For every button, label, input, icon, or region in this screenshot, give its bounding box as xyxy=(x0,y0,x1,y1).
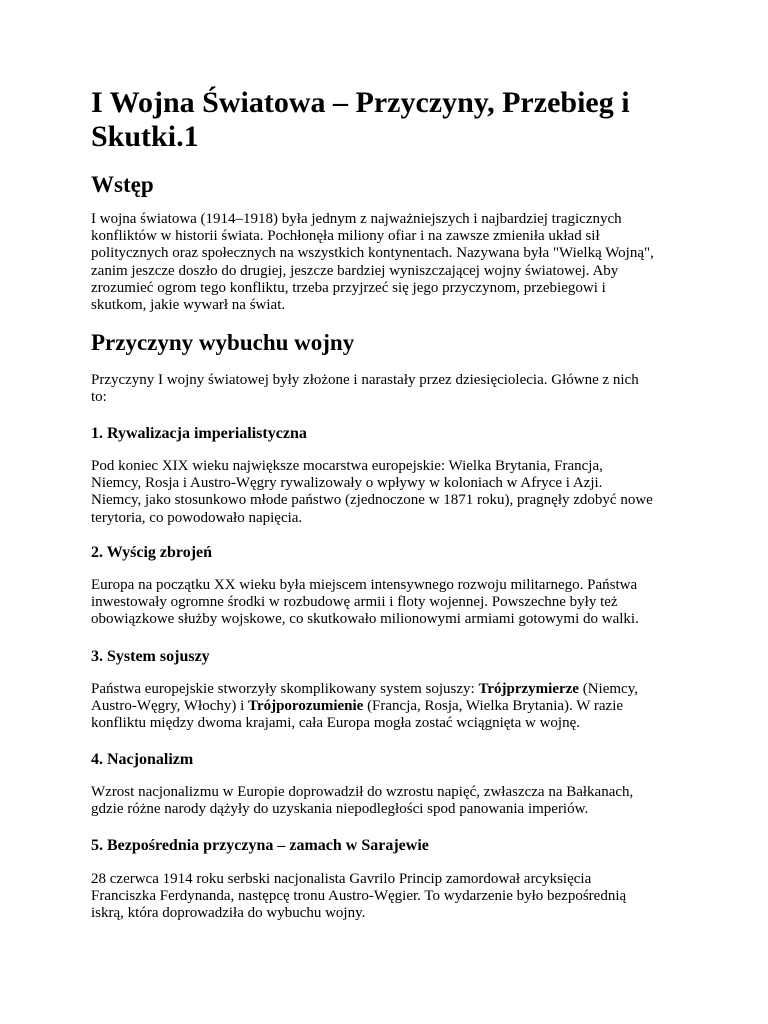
section-3-text: (Niemcy, xyxy=(578,681,638,697)
causes-intro-paragraph xyxy=(91,372,681,406)
section-1-line: Niemcy, Rosja i Austro-Węgry rywalizowały o wpływy w koloniach w Afryce i Azji. xyxy=(91,475,603,492)
intro-line: konfliktów w historii świata. Pochłonęła miliony ofiar i na zawsze zmieniła układ sił xyxy=(91,228,600,245)
section-5-paragraph xyxy=(91,871,681,923)
intro-paragraph xyxy=(91,211,681,314)
section-3-text: konfliktu między dwoma krajami, cała Europa mogła zostać wciągnięta w wojnę. xyxy=(91,715,581,732)
section-1-paragraph xyxy=(91,458,681,527)
section-4-line: gdzie różne narody dążyły do uzyskania niepodległości spod panowania imperiów. xyxy=(91,801,589,818)
intro-line: skutkom, jakie wywarł na świat. xyxy=(91,297,286,314)
section-2-line: Europa na początku XX wieku była miejscem intensywnego rozwoju militarnego. Państwa xyxy=(91,577,638,593)
section-1-line: Niemcy, jako stosunkowo młode państwo (zjednoczone w 1871 roku), pragnęły zdobyć nowe xyxy=(91,492,653,509)
section-2-paragraph xyxy=(91,577,681,629)
section-3-heading: 3. System sojuszy xyxy=(91,648,210,665)
section-1-line: Pod koniec XIX wieku największe mocarstwa europejskie: Wielka Brytania, Francja, xyxy=(91,458,603,474)
section-3-paragraph xyxy=(91,681,681,733)
document-title: I Wojna Światowa – Przyczyny, Przebieg i Skutki.1 xyxy=(91,86,630,153)
section-5-line: iskrą, która doprowadziła do wybuchu wojny. xyxy=(91,905,366,922)
section-3-text: Państwa europejskie stworzyły skomplikowany system sojuszy: xyxy=(91,681,479,697)
section-3-text: (Francja, Rosja, Wielka Brytania). W razie xyxy=(363,698,624,715)
section-5-line: Franciszka Ferdynanda, następcę tronu Austro-Węgier. To wydarzenie było bezpośrednią xyxy=(91,888,627,905)
intro-line: zanim jeszcze doszło do drugiej, jeszcze bardziej wyniszczającej wojny światowej. Aby xyxy=(91,262,619,279)
intro-line: I wojna światowa (1914–1918) była jednym z najważniejszych i najbardziej tragicznych xyxy=(91,211,622,227)
section-2-line: inwestowały ogromne środki w rozbudowę armii i floty wojennej. Powszechne były też xyxy=(91,594,618,611)
section-3-text: Austro-Węgry, Włochy) i xyxy=(91,698,249,715)
section-5-line: 28 czerwca 1914 roku serbski nacjonalista Gavrilo Princip zamordował arcyksięcia xyxy=(91,871,592,887)
causes-intro-line: Przyczyny I wojny światowej były złożone i narastały przez dziesięciolecia. Główne z nich xyxy=(91,372,639,388)
intro-line: zrozumieć ogrom tego konfliktu, trzeba przyjrzeć się jego przyczynom, przebiegowi i xyxy=(91,279,606,296)
triple-alliance-term: Trójprzymierze xyxy=(478,681,579,697)
section-2-line: obowiązkowe służby wojskowe, co skutkowało milionowymi armiami gotowymi do walki. xyxy=(91,611,639,628)
section-1-line: terytoria, co powodowało napięcia. xyxy=(91,509,303,526)
section-2-heading: 2. Wyścig zbrojeń xyxy=(91,544,213,561)
section-4-paragraph xyxy=(91,784,681,818)
section-5-heading: 5. Bezpośrednia przyczyna – zamach w Sarajewie xyxy=(91,837,429,854)
triple-entente-term: Trójporozumienie xyxy=(248,698,364,715)
section-4-line: Wzrost nacjonalizmu w Europie doprowadził do wzrostu napięć, zwłaszcza na Bałkanach, xyxy=(91,784,634,800)
intro-line: politycznych oraz społecznych na wszystkich kontynentach. Nazywana była "Wielką Wojną", xyxy=(91,245,654,262)
causes-intro-line: to: xyxy=(91,389,107,406)
section-1-heading: 1. Rywalizacja imperialistyczna xyxy=(91,425,307,442)
section-4-heading: 4. Nacjonalizm xyxy=(91,751,194,768)
intro-heading: Wstęp xyxy=(91,172,154,197)
causes-heading: Przyczyny wybuchu wojny xyxy=(91,330,355,355)
